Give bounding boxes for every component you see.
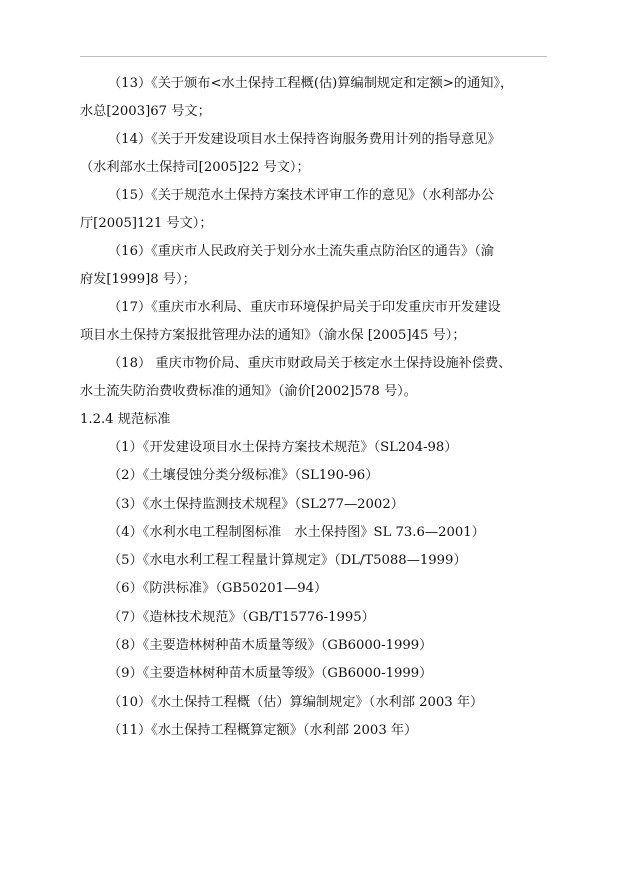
regulation-line: （13）《关于颁布<水土保持工程概(估)算编制规定和定额>的通知》， xyxy=(108,76,514,91)
header-rule xyxy=(80,56,547,57)
standards-list xyxy=(80,434,550,745)
regulation-line: （16）《重庆市人民政府关于划分水土流失重点防治区的通告》（渝 xyxy=(108,244,495,259)
regulation-line: （15）《关于规范水土保持方案技术评审工作的意见》（水利部办公 xyxy=(108,188,495,203)
standard-item: （5）《水电水利工程工程量计算规定》（DL/T5088—1999） xyxy=(108,553,467,569)
standard-item: （6）《防洪标准》（GB50201—94） xyxy=(108,581,328,597)
document-body xyxy=(80,70,550,745)
regulation-item-16 xyxy=(80,238,550,294)
regulation-item-14 xyxy=(80,126,550,182)
regulation-line: （18） 重庆市物价局、重庆市财政局关于核定水土保持设施补偿费、 xyxy=(108,356,512,371)
standard-item: （8）《主要造林树种苗木质量等级》（GB6000-1999） xyxy=(108,638,433,654)
regulation-item-15 xyxy=(80,182,550,238)
regulation-item-18 xyxy=(80,350,550,406)
regulation-line: 水总[2003]67 号文； xyxy=(80,104,211,119)
standard-item: （1）《开发建设项目水土保持方案技术规范》（SL204-98） xyxy=(108,440,458,455)
regulation-line: 项目水土保持方案报批管理办法的通知》（渝水保 [2005]45 号）； xyxy=(80,328,466,343)
standard-item: （9）《主要造林树种苗木质量等级》（GB6000-1999） xyxy=(108,666,433,682)
regulation-line: 厅[2005]121 号文）； xyxy=(80,216,213,231)
regulation-item-17 xyxy=(80,294,550,350)
standard-item: （11）《水土保持工程概算定额》（水利部 2003 年） xyxy=(108,722,418,738)
regulation-line: （水利部水土保持司[2005]22 号文）； xyxy=(80,160,310,175)
standard-item: （2）《土壤侵蚀分类分级标准》（SL190-96） xyxy=(108,468,379,484)
regulation-line: （17）《重庆市水利局、重庆市环境保护局关于印发重庆市开发建设 xyxy=(108,300,501,315)
standard-item: （3）《水土保持监测技术规程》（SL277—2002） xyxy=(108,496,404,512)
standard-item: （10）《水土保持工程概（估）算编制规定》（水利部 2003 年） xyxy=(108,694,484,710)
standard-item: （4）《水利水电工程制图标准 水土保持图》SL 73.6—2001） xyxy=(108,524,485,540)
regulation-item-13 xyxy=(80,70,550,126)
regulation-line: （14）《关于开发建设项目水土保持咨询服务费用计列的指导意见》 xyxy=(108,132,501,147)
standard-item: （7）《造林技术规范》（GB/T15776-1995） xyxy=(108,609,375,625)
regulation-line: 水土流失防治费收费标准的通知》（渝价[2002]578 号）。 xyxy=(80,384,417,399)
section-heading: 1.2.4 规范标准 xyxy=(80,412,171,427)
regulation-line: 府发[1999]8 号）； xyxy=(80,272,196,287)
